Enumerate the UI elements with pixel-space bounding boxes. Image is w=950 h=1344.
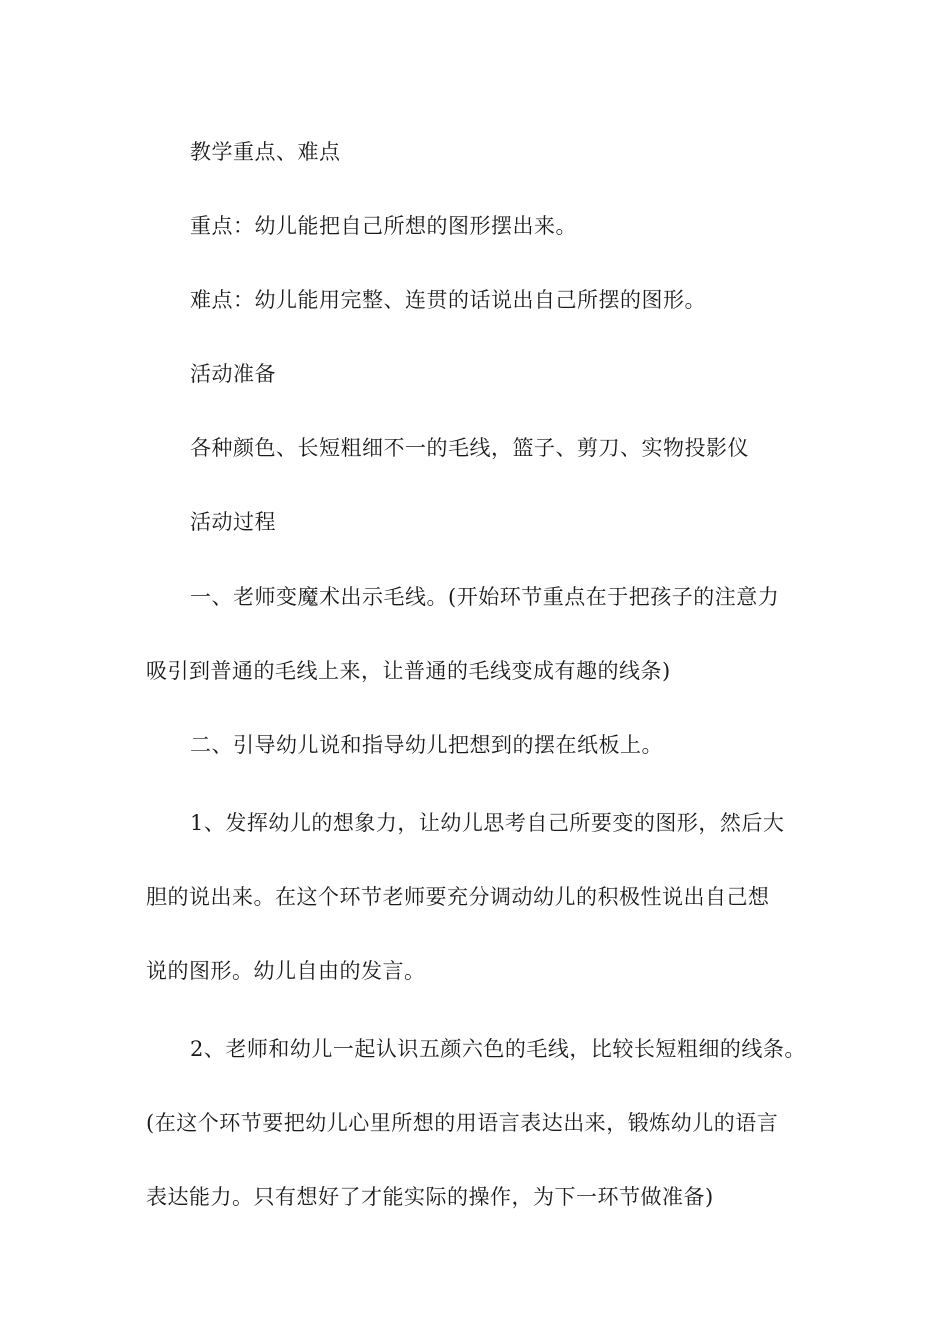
paragraph-item-1-line-1: 1、发挥幼儿的想象力，让幼儿思考自己所要变的图形，然后大 (190, 811, 785, 835)
paragraph-difficult-point: 难点：幼儿能用完整、连贯的话说出自己所摆的图形。 (190, 288, 706, 312)
paragraph-item-2-line-2: (在这个环节要把幼儿心里所想的用语言表达出来，锻炼幼儿的语言 (146, 1111, 779, 1135)
paragraph-step-two: 二、引导幼儿说和指导幼儿把想到的摆在纸板上。 (190, 733, 663, 757)
paragraph-step-one-line-2: 吸引到普通的毛线上来，让普通的毛线变成有趣的线条) (146, 659, 671, 683)
section-heading-preparation: 活动准备 (190, 362, 276, 386)
paragraph-key-point: 重点：幼儿能把自己所想的图形摆出来。 (190, 214, 577, 238)
paragraph-item-2-line-3: 表达能力。只有想好了才能实际的操作，为下一环节做准备) (146, 1185, 714, 1209)
paragraph-item-1-line-2: 胆的说出来。在这个环节老师要充分调动幼儿的积极性说出自己想 (146, 885, 770, 909)
section-heading-process: 活动过程 (190, 510, 276, 534)
paragraph-materials: 各种颜色、长短粗细不一的毛线，篮子、剪刀、实物投影仪 (190, 436, 749, 460)
section-heading-key-points: 教学重点、难点 (190, 140, 341, 164)
paragraph-item-2-line-1: 2、老师和幼儿一起认识五颜六色的毛线，比较长短粗细的线条。 (190, 1037, 806, 1061)
paragraph-item-1-line-3: 说的图形。幼儿自由的发言。 (146, 959, 426, 983)
paragraph-step-one-line-1: 一、老师变魔术出示毛线。(开始环节重点在于把孩子的注意力 (190, 585, 780, 609)
